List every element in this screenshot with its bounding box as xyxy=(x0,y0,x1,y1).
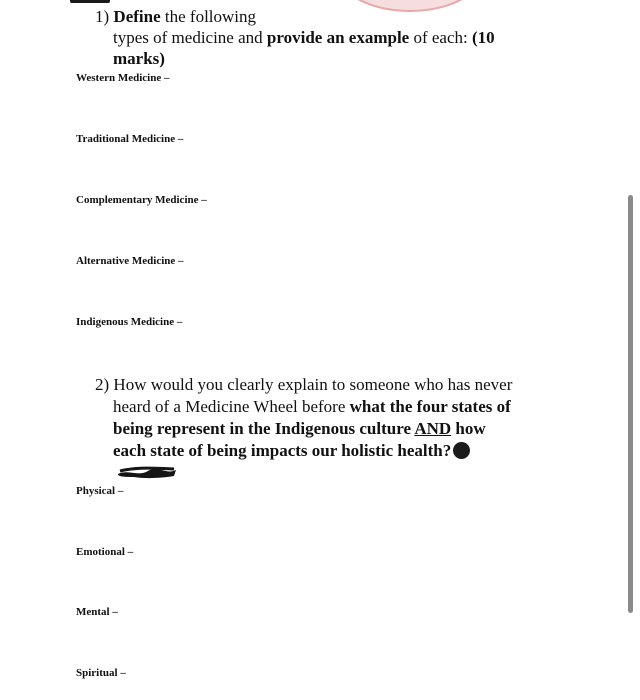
ink-scribble-icon xyxy=(453,442,470,459)
vertical-scrollbar[interactable] xyxy=(628,195,633,613)
label-indigenous-medicine: Indigenous Medicine – xyxy=(76,316,183,328)
label-complementary-medicine: Complementary Medicine – xyxy=(76,194,207,206)
label-western-medicine: Western Medicine – xyxy=(76,72,170,84)
question-2 xyxy=(95,374,575,462)
question-2-line-4: each state of being impacts our holistic health? xyxy=(95,440,575,462)
redaction-mark xyxy=(70,0,110,3)
question-1-line-1: 1) Define the following xyxy=(95,7,257,26)
label-physical: Physical – xyxy=(76,485,124,497)
ink-scribble-underline xyxy=(116,465,178,479)
question-1-line-2: types of medicine and provide an example of each: (10 xyxy=(113,28,495,47)
question-1 xyxy=(95,6,565,69)
label-alternative-medicine: Alternative Medicine – xyxy=(76,255,184,267)
label-mental: Mental – xyxy=(76,606,118,618)
label-spiritual: Spiritual – xyxy=(76,667,126,679)
label-emotional: Emotional – xyxy=(76,546,134,558)
question-2-line-2: heard of a Medicine Wheel before what the four states of xyxy=(113,397,511,416)
question-1-line-3: marks) xyxy=(113,49,165,68)
question-2-line-1: 2) How would you clearly explain to someone who has never xyxy=(95,375,513,394)
label-traditional-medicine: Traditional Medicine – xyxy=(76,133,184,145)
question-2-line-3: being represent in the Indigenous culture AND how xyxy=(113,419,486,438)
